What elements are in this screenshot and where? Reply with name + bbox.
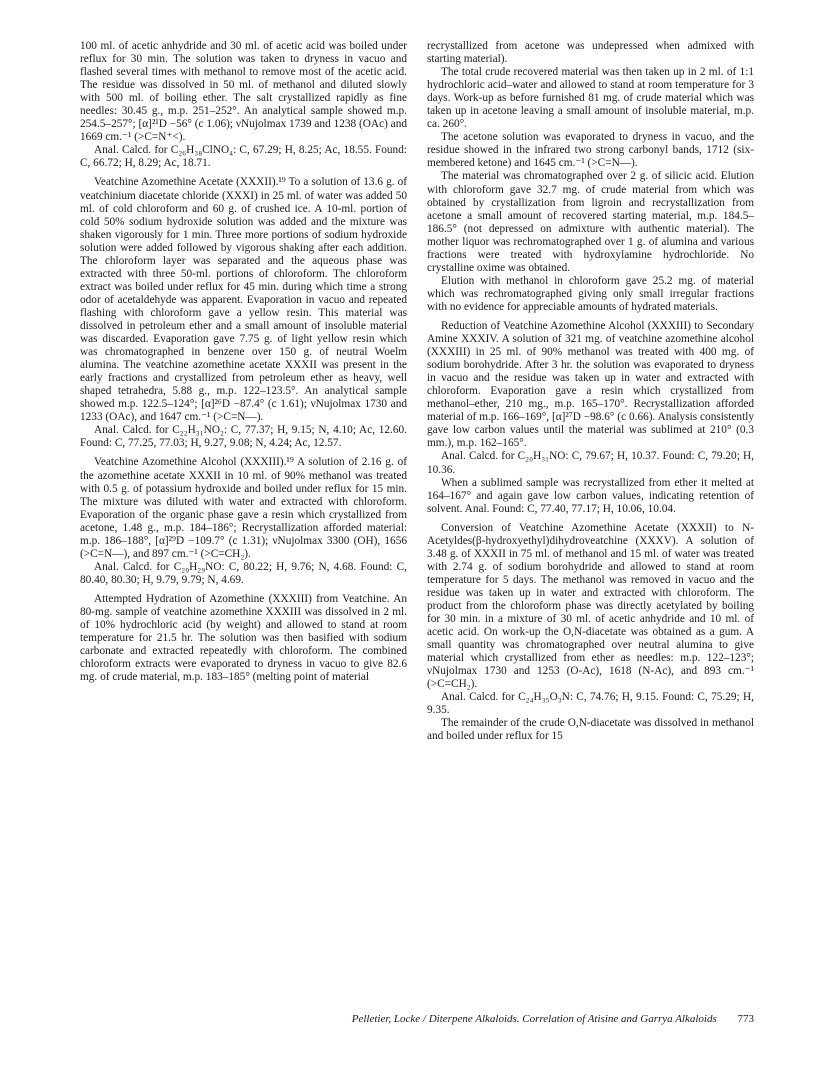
page-number: 773 <box>737 1013 754 1025</box>
paragraph-anal-diacetate: Anal. Calcd. for C₂₄H₃₅O₃N: C, 74.76; H, 9.15. Found: C, 75.29; H, 9.35. <box>427 691 754 717</box>
paragraph-reduction: Reduction of Veatchine Azomethine Alcohol (XXXIII) to Secondary Amine XXXIV. A solution of 321 mg. of veatchine azomethine alcohol (XXXIII) in 25 ml. of 90% methanol was treated with 400 mg. of sodium borohydride. After 3 hr. the solution was evaporated to dryness in vacuo and the residue was taken up in water and extracted with chloroform. Evaporation gave a resin which crystallized from methanol–ether, 210 mg., m.p. 165–170°. Recrystallization afforded material of m.p. 166–169°, [α]²⁷D −98.6° (c 0.66). Analysis consistently gave low carbon values until the material was sublimed at 210° (0.3 mm.), m.p. 162–165°. <box>427 319 754 450</box>
paragraph-conversion: Conversion of Veatchine Azomethine Acetate (XXXII) to N-Acetyldes(β-hydroxyethyl)dihydroveatchine (XXXV). A solution of 3.48 g. of XXXII in 75 ml. of methanol and 15 ml. of water was treated with 2.74 g. of sodium borohydride and allowed to stand at room temperature for 5 days. The methanol was removed in vacuo and the residue was taken up in water and extracted with chloroform. The product from the chloroform phase was directly acetylated by boiling for 30 min. in a mixture of 30 ml. of acetic anhydride and 10 ml. of acetic acid. On work-up the O,N-diacetate was obtained as a gum. A small quantity was chromatographed over neutral alumina to give material which crystallized from ether as needles: m.p. 122–123°; νNujolmax 1730 and 1253 (O-Ac), 1618 (N-Ac), and 893 cm.⁻¹ (>C=CH₂). <box>427 521 754 691</box>
paragraph-acetone-solution: The acetone solution was evaporated to dryness in vacuo, and the residue showed in the infrared two strong carbonyl bands, 1712 (six-membered ketone) and 1645 cm.⁻¹ (>C=N—). <box>427 131 754 170</box>
paragraph-azomethine-alcohol: Veatchine Azomethine Alcohol (XXXIII).¹⁹ A solution of 2.16 g. of the azomethine acetate XXXII in 10 ml. of 90% methanol was treated with 0.5 g. of potassium hydroxide and boiled under reflux for 15 min. The mixture was diluted with water and extracted with chloroform. Evaporation of the organic phase gave a resin which crystallized from acetone, 1.48 g., m.p. 184–186°; Recrystallization afforded material: m.p. 186–188°, [α]²⁹D −109.7° (c 1.31); νNujolmax 3300 (OH), 1656 (>C=N—), and 897 cm.⁻¹ (>C=CH₂). <box>80 456 407 560</box>
paragraph-anal-alcohol: Anal. Calcd. for C₂₀H₂₉NO: C, 80.22; H, 9.76; N, 4.68. Found: C, 80.40, 80.30; H, 9.79, 9.79; N, 4.69. <box>80 560 407 586</box>
paragraph-azomethine-acetate: Veatchine Azomethine Acetate (XXXII).¹⁹ To a solution of 13.6 g. of veatchinium diacetate chloride (XXXI) in 25 ml. of water was added 50 ml. of cold chloroform and 60 g. of crushed ice. A 10-ml. portion of cold 50% sodium hydroxide solution was added and the mixture was shaken vigorously for 1 min. Three more portions of sodium hydroxide solution were added followed by vigorous shaking after each addition. The chloroform layer was separated and the aqueous phase was extracted with three 50-ml. portions of chloroform. The chloroform extract was boiled under reflux for 45 min. during which time a strong odor of acetaldehyde was apparent. Evaporation in vacuo and repeated flashing with chloroform gave a yellow resin. This material was dissolved in petroleum ether and a small amount of insoluble material was discarded. Evaporation gave 7.75 g. of light yellow resin which was chromatographed in benzene over 150 g. of neutral Woelm alumina. The veatchine azomethine acetate XXXII was present in the early fractions and crystallized from petroleum ether as heavy, well shaped tetrahedra, 5.88 g., m.p. 122–123.5°. An analytical sample showed m.p. 122.5–124°; [α]²⁶D −87.4° (c 1.61); νNujolmax 1730 and 1233 (OAc), and 1647 cm.⁻¹ (>C=N—). <box>80 176 407 424</box>
paragraph-salt-crystallization: 100 ml. of acetic anhydride and 30 ml. of acetic acid was boiled under reflux for 30 min. The solution was taken to dryness in vacuo and flashed several times with methanol to remove most of the acetic acid. The residue was dissolved in 50 ml. of methanol and diluted slowly with 500 ml. of boiling ether. The salt crystallized rapidly as fine needles: 30.45 g., m.p. 251–252°. An analytical sample showed m.p. 254.5–257°; [α]²¹D −56° (c 1.06); νNujolmax 1739 and 1238 (OAc) and 1669 cm.⁻¹ (>C=N⁺<). <box>80 40 407 144</box>
paragraph-anal-acetate: Anal. Calcd. for C₂₂H₃₁NO₂: C, 77.37; H, 9.15; N, 4.10; Ac, 12.60. Found: C, 77.25, 77.03; H, 9.27, 9.08; N, 4.24; Ac, 12.57. <box>80 424 407 450</box>
paragraph-attempted-hydration: Attempted Hydration of Azomethine (XXXIII) from Veatchine. An 80-mg. sample of veatchine azomethine XXXIII was dissolved in 2 ml. of 10% hydrochloric acid (by weight) and allowed to stand at room temperature for 21.5 hr. The solution was then basified with sodium carbonate and extracted repeatedly with chloroform. The combined chloroform extracts were evaporated to dryness in vacuo to give 82.6 mg. of crude material, m.p. 183–185° (melting point of material <box>80 592 407 684</box>
paragraph-crude-recovered: The total crude recovered material was then taken up in 2 ml. of 1:1 hydrochloric acid–water and allowed to stand at room temperature for 3 days. Work-up as before furnished 81 mg. of crude material which was taken up in acetone leaving a small amount of insoluble material, m.p. ca. 260°. <box>427 66 754 131</box>
running-head: Pelletier, Locke / Diterpene Alkaloids. Correlation of Atisine and Garrya Alkaloids <box>351 1013 717 1025</box>
page-footer <box>80 1013 754 1026</box>
paragraph-anal-amine: Anal. Calcd. for C₂₀H₃₁NO: C, 79.67; H, 10.37. Found: C, 79.20; H, 10.36. <box>427 450 754 476</box>
paragraph-anal-chloride: Anal. Calcd. for C₂₆H₃₈ClNO₄: C, 67.29; H, 8.25; Ac, 18.55. Found: C, 66.72; H, 8.29; Ac, 18.71. <box>80 144 407 170</box>
paragraph-elution-methanol: Elution with methanol in chloroform gave 25.2 mg. of material which was rechromatographed giving only small irregular fractions with no evidence for appreciable amounts of hydrated materials. <box>427 274 754 313</box>
left-column <box>80 40 407 684</box>
paragraph-recrystallized: recrystallized from acetone was undepressed when admixed with starting material). <box>427 40 754 66</box>
right-column <box>427 40 754 743</box>
paragraph-remainder: The remainder of the crude O,N-diacetate was dissolved in methanol and boiled under reflux for 15 <box>427 717 754 743</box>
paragraph-chromatography: The material was chromatographed over 2 g. of silicic acid. Elution with chloroform gave 32.7 mg. of crude material from which was obtained by crystallization from ligroin and recrystallization from acetone a small amount of recovered starting material, m.p. 184.5–186.5° (not depressed on admixture with authentic material). The mother liquor was rechromatographed over 1 g. of alumina and various fractions were treated with hydroxylamine hydrochloride. No crystalline oxime was obtained. <box>427 170 754 274</box>
paragraph-sublimed-sample: When a sublimed sample was recrystallized from ether it melted at 164–167° and again gave low carbon values, indicating retention of solvent. Anal. Found: C, 77.40, 77.17; H, 10.06, 10.04. <box>427 476 754 515</box>
